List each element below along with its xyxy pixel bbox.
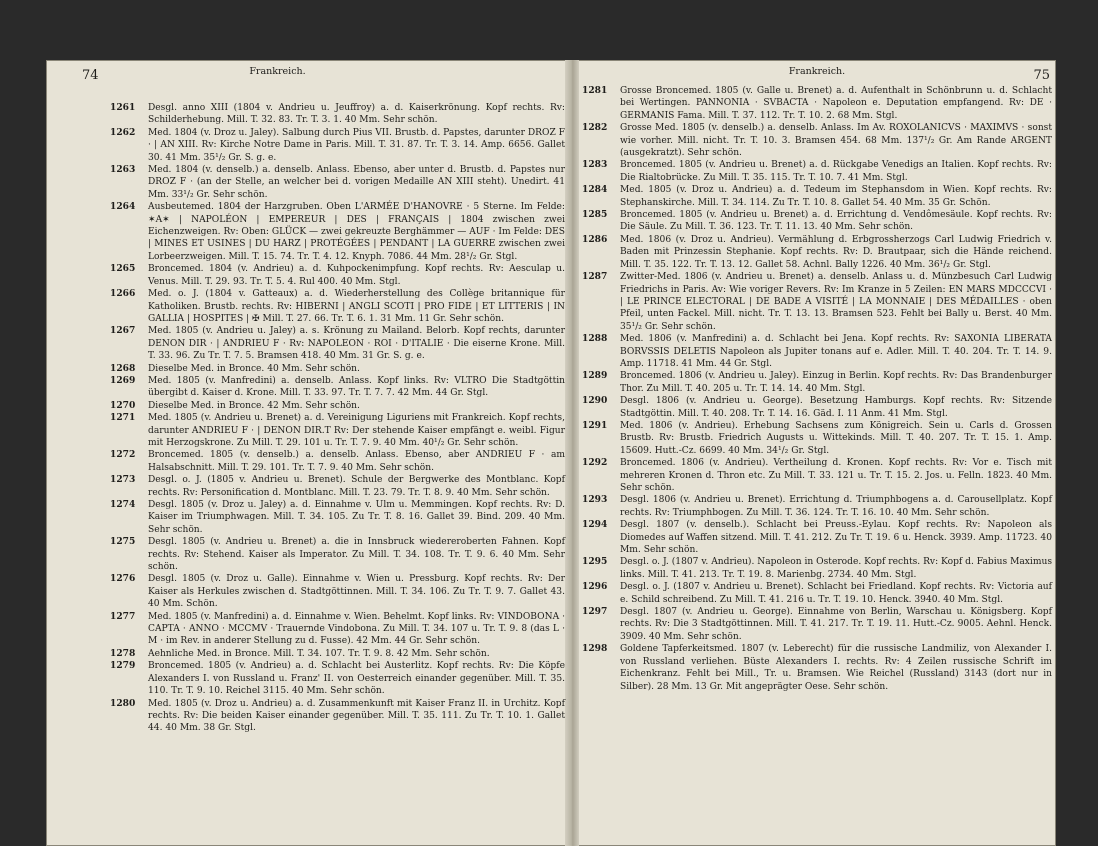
catalog-entry	[582, 606, 1052, 643]
catalog-entry	[582, 643, 1052, 693]
entry-number: 1283	[582, 159, 608, 171]
entry-text: Med. o. J. (1804 v. Gatteaux) a. d. Wiederherstellung des Collège britannique für Katholiken. Brustb. rechts. Rv: HIBERNI | ANGLI SCOTI | PRO FIDE | ET LITTERIS | IN GALLIA | HOSPITES | ✠ Mill. T. 27. 66. Tr. T. 6. 1. 31 Mm. 11 Gr. Sehr schön.	[148, 289, 565, 324]
entry-number: 1262	[110, 126, 136, 138]
catalog-entry	[110, 102, 565, 127]
entry-text: Aehnliche Med. in Bronce. Mill. T. 34. 107. Tr. T. 9. 8. 42 Mm. Sehr schön.	[148, 648, 490, 659]
entry-text: Med. 1806 (v. Andrieu). Erhebung Sachsens zum Königreich. Sein u. Carls d. Grossen Brustb. Rv: Brustb. Friedrich Augusts u. Wittekinds. Mill. T. 40. 207. Tr. T. 15. 1. Amp. 15609. Hutt.-Cz. 6699. 40 Mm. 34¹/₂ Gr. Stgl.	[620, 420, 1052, 456]
entry-number: 1282	[582, 122, 608, 134]
entry-text: Ausbeutemed. 1804 der Harzgruben. Oben L'ARMÉE D'HANOVRE · 5 Sterne. Im Felde: ✶A✶ | NAPOLÉON | EMPEREUR | DES | FRANÇAIS | 1804 zwischen zwei Eichenzweigen. Rv: Oben: GLÜCK — zwei gekreuzte Berghämmer — AUF · Im Felde: DES | MINES ET USINES | DU HARZ | PROTÉGÉES | PENDANT | LA GUERRE zwischen zwei Lorbeerzweigen. Mill. T. 15. 74. Tr. T. 4. 12. Knyph. 7086. 44 Mm. 28¹/₂ Gr. Stgl.	[148, 202, 565, 262]
catalog-entry	[582, 159, 1052, 184]
catalog-entry	[110, 449, 565, 474]
entry-number: 1298	[582, 643, 608, 655]
catalog-entry	[110, 573, 565, 610]
entry-text: Desgl. 1806 (v. Andrieu u. George). Besetzung Hamburgs. Kopf rechts. Rv: Sitzende Stadtgöttin. Mill. T. 40. 208. Tr. T. 14. 16. Gäd. I. 11 Anm. 41 Mm. Stgl.	[620, 396, 1052, 419]
catalog-entry	[110, 648, 565, 660]
entry-number: 1294	[582, 519, 608, 531]
catalog-entry	[582, 234, 1052, 271]
entry-number: 1272	[110, 449, 136, 461]
catalog-entry	[582, 122, 1052, 159]
catalog-entry	[582, 581, 1052, 606]
entry-number: 1268	[110, 362, 136, 374]
catalog-entry	[582, 395, 1052, 420]
entry-number: 1280	[110, 697, 136, 709]
catalog-entry	[110, 400, 565, 412]
entry-text: Med. 1805 (v. Andrieu u. Jaley) a. s. Krönung zu Mailand. Belorb. Kopf rechts, darunter DENON DIR · | ANDRIEU F · Rv: NAPOLEON · ROI · D'ITALIE · Die eiserne Krone. Mill. T. 33. 96. Zu Tr. T. 7. 5. Bramsen 418. 40 Mm. 31 Gr. S. g. e.	[148, 326, 565, 362]
entry-text: Desgl. anno XIII (1804 v. Andrieu u. Jeuffroy) a. d. Kaiserkrönung. Kopf rechts. Rv: Schilderhebung. Mill. T. 32. 83. Tr. T. 3. 1. 40 Mm. Sehr schön.	[148, 103, 565, 126]
entry-number: 1286	[582, 233, 608, 245]
entry-text: Dieselbe Med. in Bronce. 42 Mm. Sehr schön.	[148, 400, 360, 411]
catalog-entry	[582, 494, 1052, 519]
catalog-entry	[110, 660, 565, 697]
catalog-entry	[110, 201, 565, 263]
entry-text: Med. 1805 (v. Droz u. Andrieu) a. d. Zusammenkunft mit Kaiser Franz II. in Urchitz. Kopf rechts. Rv: Die beiden Kaiser einander gegenüber. Mill. T. 35. 111. Zu Tr. T. 10. 1. Gallet 44. 40 Mm. 38 Gr. Stgl.	[148, 698, 565, 734]
entry-text: Desgl. 1807 (v. Andrieu u. George). Einnahme von Berlin, Warschau u. Königsberg. Kopf rechts. Rv: Die 3 Stadtgöttinnen. Mill. T. 41. 217. Tr. T. 19. 11. Hutt.-Cz. 9005. Aehnl. Henck. 3909. 40 Mm. Sehr schön.	[620, 607, 1052, 642]
entry-text: Broncemed. 1805 (v. Andrieu) a. d. Schlacht bei Austerlitz. Kopf rechts. Rv: Die Köpfe Alexanders I. von Russland u. Franz' II. von Oesterreich einander gegenüber. Mill. T. 35. 110. Tr. T. 9. 10. Reichel 3115. 40 Mm. Sehr schön.	[148, 661, 565, 697]
entry-text: Med. 1804 (v. denselb.) a. denselb. Anlass. Ebenso, aber unter d. Brustb. d. Papstes nur DROZ F · (an der Stelle, an welcher bei d. vorigen Medaille AN XIII steht). Unedirt. 41 Mm. 33¹/₂ Gr. Sehr schön.	[148, 165, 565, 200]
catalog-entry	[110, 127, 565, 164]
entry-number: 1274	[110, 499, 136, 510]
entry-number: 1289	[582, 370, 608, 382]
catalog-entry	[582, 209, 1052, 234]
entry-number: 1296	[582, 581, 608, 593]
entry-text: Desgl. o. J. (1805 v. Andrieu u. Brenet). Schule der Bergwerke des Montblanc. Kopf rechts. Rv: Personification d. Montblanc. Mill. T. 23. 79. Tr. T. 8. 9. 40 Mm. Sehr schön.	[148, 475, 565, 498]
entry-text: Broncemed. 1805 (v. Andrieu u. Brenet) a. d. Rückgabe Venedigs an Italien. Kopf rechts. Rv: Die Rialtobrücke. Zu Mill. T. 35. 115. Tr. T. 10. 7. 41 Mm. Stgl.	[620, 160, 1052, 183]
entry-number: 1273	[110, 474, 136, 486]
entry-number: 1279	[110, 660, 136, 672]
catalog-entry	[582, 370, 1052, 395]
entry-number: 1288	[582, 333, 608, 345]
entry-text: Desgl. 1805 (v. Droz u. Galle). Einnahme v. Wien u. Pressburg. Kopf rechts. Rv: Der Kaiser als Herkules zwischen d. Stadtgöttinnen. Mill. T. 34. 106. Zu Tr. T. 9. 7. Gallet 43. 40 Mm. Schön.	[148, 574, 565, 610]
entry-text: Desgl. 1805 (v. Andrieu u. Brenet) a. die in Innsbruck wiedereroberten Fahnen. Kopf rechts. Rv: Stehend. Kaiser als Imperator. Zu Mill. T. 34. 108. Tr. T. 9. 6. 40 Mm. Sehr schön.	[148, 537, 565, 573]
entry-text: Desgl. o. J. (1807 v. Andrieu u. Brenet). Schlacht bei Friedland. Kopf rechts. Rv: Victoria auf e. Schild schreibend. Zu Mill. T. 41. 216 u. Tr. T. 19. 10. Henck. 3940. 40 Mm. Stgl.	[620, 582, 1052, 605]
entry-number: 1295	[582, 556, 608, 568]
catalog-entry	[110, 325, 565, 362]
entry-text: Med. 1804 (v. Droz u. Jaley). Salbung durch Pius VII. Brustb. d. Papstes, darunter DROZ F · | AN XIII. Rv: Kirche Notre Dame in Paris. Mill. T. 31. 87. Tr. T. 3. 14. Amp. 6656. Gallet 30. 41 Mm. 35¹/₂ Gr. S. g. e.	[148, 127, 565, 163]
catalog-entry	[110, 263, 565, 288]
entry-text: Broncemed. 1806 (v. Andrieu). Vertheilung d. Kronen. Kopf rechts. Rv: Vor e. Tisch mit mehreren Kronen d. Thron etc. Zu Mill. T. 33. 121 u. Tr. T. 15. 2. Jos. u. Felln. 1823. 40 Mm. Sehr schön.	[620, 458, 1052, 493]
catalog-entry	[110, 698, 565, 735]
entry-number: 1261	[110, 102, 136, 113]
entry-number: 1267	[110, 325, 136, 337]
entry-text: Med. 1805 (v. Manfredini) a. d. Einnahme v. Wien. Behelmt. Kopf links. Rv: VINDOBONA · CAPTA · ANNO · MCCMV · Trauernde Vindobona. Zu Mill. T. 34. 107 u. Tr. T. 9. 8 (das L · M · im Rev. in anderer Stellung zu d. Fusse). 42 Mm. 44 Gr. Sehr schön.	[148, 611, 565, 647]
entry-text: Broncemed. 1805 (v. Andrieu u. Brenet) a. d. Errichtung d. Vendômesäule. Kopf rechts. Rv: Die Säule. Zu Mill. T. 36. 123. Tr. T. 11. 13. 40 Mm. Sehr schön.	[620, 210, 1052, 233]
page-number: 74	[82, 68, 99, 83]
entry-text: Goldene Tapferkeitsmed. 1807 (v. Leberecht) für die russische Landmiliz, von Alexander I. von Russland verliehen. Büste Alexanders I. rechts. Rv: 4 Zeilen russische Schrift im Eichenkranz. Fehlt bei Mill., Tr. u. Bramsen. Wie Reichel (Russland) 3143 (dort nur in Silber). 28 Mm. 13 Gr. Mit angeprägter Oese. Sehr schön.	[620, 644, 1052, 692]
catalog-entry	[582, 85, 1052, 122]
entry-text: Desgl. 1807 (v. denselb.). Schlacht bei Preuss.-Eylau. Kopf rechts. Rv: Napoleon als Diomedes auf Waffen sitzend. Mill. T. 41. 212. Zu Tr. T. 19. 6 u. Henck. 3939. Amp. 11723. 40 Mm. Sehr schön.	[620, 520, 1052, 556]
entry-number: 1266	[110, 288, 136, 300]
entry-text: Med. 1805 (v. Andrieu u. Brenet) a. d. Vereinigung Liguriens mit Frankreich. Kopf rechts, darunter ANDRIEU F · | DENON DIR.T Rv: Der stehende Kaiser empfängt e. weibl. Figur mit Herzogskrone. Zu Mill. T. 29. 101 u. Tr. T. 7. 9. 40 Mm. 40¹/₂ Gr. Sehr schön.	[148, 413, 565, 448]
right-page	[582, 60, 1052, 846]
entry-number: 1275	[110, 536, 136, 548]
entry-number: 1284	[582, 184, 608, 196]
entry-number: 1292	[582, 457, 608, 469]
entry-number: 1269	[110, 374, 136, 386]
entry-number: 1293	[582, 494, 608, 506]
entry-number: 1263	[110, 164, 136, 176]
entry-number: 1265	[110, 263, 136, 275]
entry-text: Desgl. o. J. (1807 v. Andrieu). Napoleon in Osterode. Kopf rechts. Rv: Kopf d. Fabius Maximus links. Mill. T. 41. 213. Tr. T. 19. 8. Marienbg. 2734. 40 Mm. Stgl.	[620, 557, 1052, 580]
catalog-entry	[110, 288, 565, 325]
entry-text: Grosse Broncemed. 1805 (v. Galle u. Brenet) a. d. Aufenthalt in Schönbrunn u. d. Schlacht bei Wertingen. PANNONIA · SVBACTA · Napoleon e. Deputation empfangend. Rv: DE · GERMANIS Fama. Mill. T. 37. 112. Tr. T. 10. 2. 68 Mm. Stgl.	[620, 86, 1052, 121]
entry-text: Med. 1806 (v. Manfredini) a. d. Schlacht bei Jena. Kopf rechts. Rv: SAXONIA LIBERATA BORVSSIS DELETIS Napoleon als Jupiter tonans auf e. Adler. Mill. T. 40. 204. Tr. T. 14. 9. Amp. 11718. 41 Mm. 44 Gr. Stgl.	[620, 334, 1052, 369]
catalog-entry	[110, 474, 565, 499]
entry-text: Grosse Med. 1805 (v. denselb.) a. denselb. Anlass. Im Av. ROXOLANICVS · MAXIMVS · sonst wie vorher. Mill. nicht. Tr. T. 10. 3. Bramsen 454. 68 Mm. 137¹/₂ Gr. Am Rande ARGENT (ausgekratzt). Sehr schön.	[620, 123, 1052, 159]
entry-number: 1281	[582, 85, 608, 96]
catalog-entry	[110, 412, 565, 449]
catalog-entry	[110, 363, 565, 375]
catalog-entry	[110, 375, 565, 400]
entry-text: Desgl. 1805 (v. Droz u. Jaley) a. d. Einnahme v. Ulm u. Memmingen. Kopf rechts. Rv: D. Kaiser im Triumphwagen. Mill. T. 34. 105. Zu Tr. T. 8. 16. Gallet 39. Bind. 209. 40 Mm. Sehr schön.	[148, 500, 565, 535]
entry-number: 1285	[582, 209, 608, 221]
catalog-entry	[110, 499, 565, 536]
running-head: Frankreich.	[788, 66, 846, 77]
entry-list	[110, 102, 565, 735]
entry-number: 1297	[582, 606, 608, 618]
catalog-entry	[582, 184, 1052, 209]
entry-text: Broncemed. 1805 (v. denselb.) a. denselb. Anlass. Ebenso, aber ANDRIEU F · am Halsabschnitt. Mill. T. 29. 101. Tr. T. 7. 9. 40 Mm. Sehr schön.	[148, 450, 565, 473]
entry-number: 1278	[110, 647, 136, 659]
entry-text: Broncemed. 1806 (v. Andrieu u. Jaley). Einzug in Berlin. Kopf rechts. Rv: Das Brandenburger Thor. Zu Mill. T. 40. 205 u. Tr. T. 14. 14. 40 Mm. Stgl.	[620, 371, 1052, 394]
entry-number: 1276	[110, 573, 136, 585]
entry-number: 1264	[110, 201, 136, 213]
entry-number: 1287	[582, 271, 608, 283]
entry-text: Med. 1806 (v. Droz u. Andrieu). Vermählung d. Erbgrossherzogs Carl Ludwig Friedrich v. Baden mit Prinzessin Stephanie. Kopf rechts. Rv: D. Brautpaar, sich die Hände reichend. Mill. T. 35. 122. Tr. T. 13. 12. Gallet 58. Achnl. Bally 1226. 40 Mm. 36¹/₂ Gr. Stgl.	[620, 234, 1052, 270]
catalog-entry	[582, 271, 1052, 333]
entry-number: 1290	[582, 395, 608, 407]
entry-text: Med. 1805 (v. Manfredini) a. denselb. Anlass. Kopf links. Rv: VLTRO Die Stadtgöttin übergibt d. Kaiser d. Krone. Mill. T. 33. 97. Tr. T. 7. 7. 42 Mm. 44 Gr. Stgl.	[148, 375, 565, 399]
left-page	[82, 60, 565, 846]
running-head: Frankreich.	[249, 66, 306, 77]
entry-text: Med. 1805 (v. Droz u. Andrieu) a. d. Tedeum im Stephansdom in Wien. Kopf rechts. Rv: Stephanskirche. Mill. T. 34. 114. Zu Tr. T. 10. 8. Gallet 54. 40 Mm. 35 Gr. Schön.	[620, 185, 1052, 208]
catalog-entry	[582, 457, 1052, 494]
catalog-entry	[582, 519, 1052, 556]
catalog-entry	[110, 536, 565, 573]
entry-text: Dieselbe Med. in Bronce. 40 Mm. Sehr schön.	[148, 363, 360, 374]
entry-number: 1277	[110, 610, 136, 622]
catalog-entry	[582, 556, 1052, 581]
catalog-entry	[110, 611, 565, 648]
entry-text: Broncemed. 1804 (v. Andrieu) a. d. Kuhpockenimpfung. Kopf rechts. Rv: Aesculap u. Venus. Mill. T. 29. 93. Tr. T. 5. 4. Rul 400. 40 Mm. Stgl.	[148, 264, 565, 287]
catalog-entry	[582, 333, 1052, 370]
catalog-entry	[110, 164, 565, 201]
entry-list	[582, 85, 1052, 693]
page-number: 75	[1033, 68, 1050, 83]
entry-number: 1271	[110, 412, 136, 424]
entry-number: 1270	[110, 399, 136, 411]
entry-text: Zwitter-Med. 1806 (v. Andrieu u. Brenet) a. denselb. Anlass u. d. Münzbesuch Carl Ludwig Friedrichs in Paris. Av: Wie voriger Revers. Rv: Im Kranze in 5 Zeilen: EN MARS MDCCCVI · | LE PRINCE ELECTORAL | DE BADE A VISITÉ | LA MONNAIE | DES MÉDAILLES · oben Pfeil, unten Fackel. Mill. nicht. Tr. T. 13. 13. Bramsen 523. Fehlt bei Bally u. Berst. 40 Mm. 35¹/₂ Gr. Sehr schön.	[620, 272, 1052, 332]
book-gutter	[565, 60, 579, 846]
entry-number: 1291	[582, 419, 608, 431]
catalog-entry	[582, 420, 1052, 457]
entry-text: Desgl. 1806 (v. Andrieu u. Brenet). Errichtung d. Triumphbogens a. d. Carousellplatz. Kopf rechts. Rv: Triumphbogen. Zu Mill. T. 36. 124. Tr. T. 16. 10. 40 Mm. Sehr schön.	[620, 495, 1052, 518]
